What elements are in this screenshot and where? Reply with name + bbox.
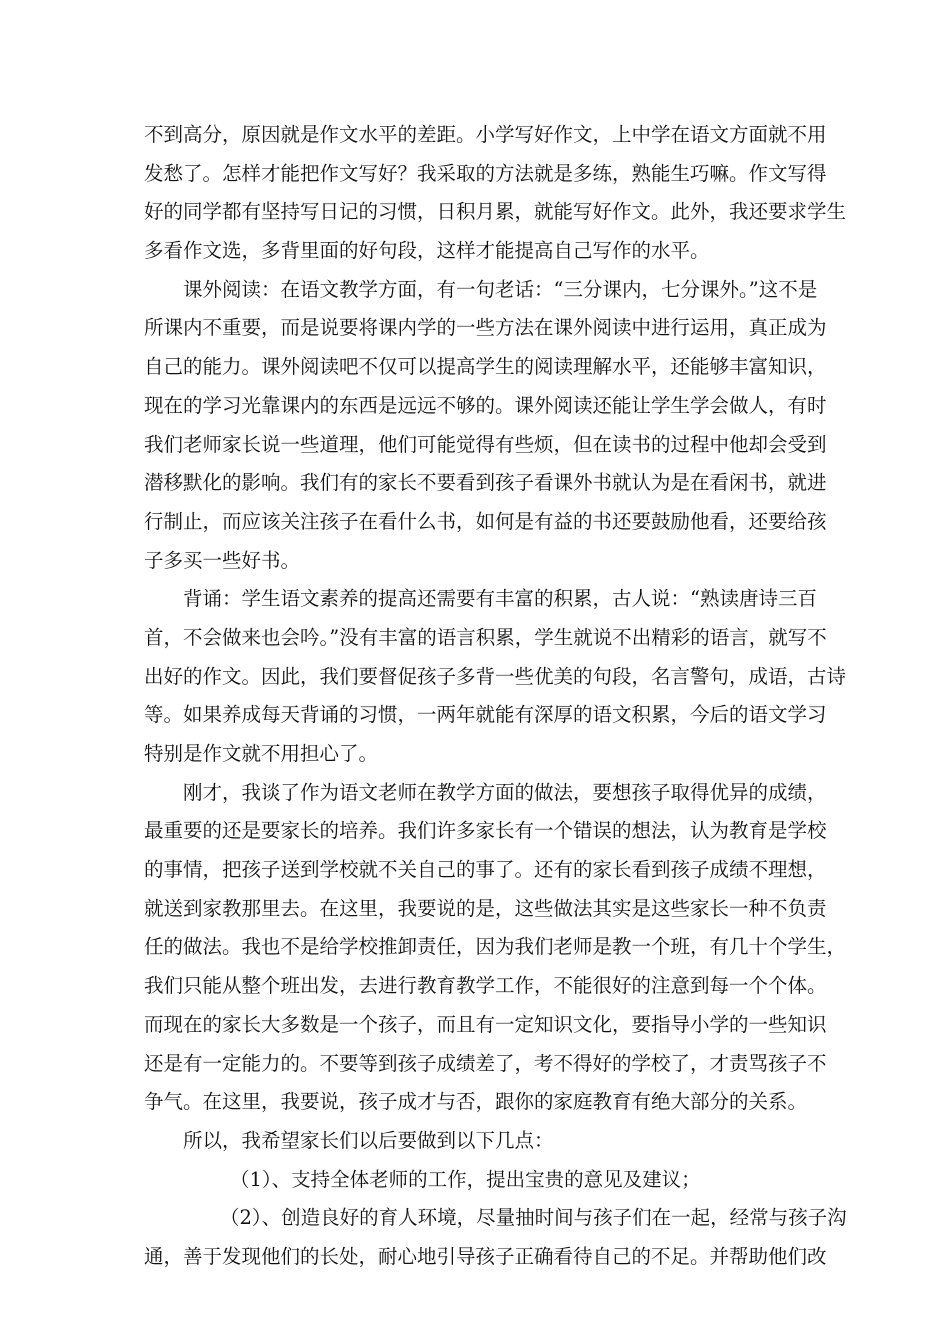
document-body bbox=[144, 116, 847, 1277]
text-line: 就送到家教那里去。在这里，我要说的是，这些做法其实是这些家长一种不负责 bbox=[144, 896, 827, 920]
text-line: 首，不会做来也会吟。”没有丰富的语言积累，学生就说不出精彩的语言，就写不 bbox=[144, 625, 827, 649]
paragraph-start-line: 背诵：学生语文素养的提高还需要有丰富的积累，古人说：“熟读唐诗三百 bbox=[183, 587, 817, 611]
list-item-1: （1）、支持全体老师的工作，提出宝贵的意见及建议； bbox=[230, 1167, 701, 1191]
text-line: 而现在的家长大多数是一个孩子，而且有一定知识文化，要指导小学的一些知识 bbox=[144, 1012, 827, 1036]
text-line: 最重要的还是要家长的培养。我们许多家长有一个错误的想法，认为教育是学校 bbox=[144, 819, 827, 843]
text-line: 发愁了。怎样才能把作文写好？我采取的方法就是多练，熟能生巧嘛。作文写得 bbox=[144, 161, 827, 185]
text-line: 通，善于发现他们的长处，耐心地引导孩子正确看待自己的不足。并帮助他们改 bbox=[144, 1244, 827, 1268]
text-line: 多看作文选，多背里面的好句段，这样才能提高自己写作的水平。 bbox=[144, 239, 710, 263]
text-line: 所课内不重要，而是说要将课内学的一些方法在课外阅读中进行运用，真正成为 bbox=[144, 316, 827, 340]
text-line: 自己的能力。课外阅读吧不仅可以提高学生的阅读理解水平，还能够丰富知识， bbox=[144, 355, 827, 379]
text-line: 行制止，而应该关注孩子在看什么书，如何是有益的书还要鼓励他看，还要给孩 bbox=[144, 509, 827, 533]
text-line: 潜移默化的影响。我们有的家长不要看到孩子看课外书就认为是在看闲书，就进 bbox=[144, 471, 827, 495]
text-line: 现在的学习光靠课内的东西是远远不够的。课外阅读还能让学生学会做人，有时 bbox=[144, 393, 827, 417]
text-line: 特别是作文就不用担心了。 bbox=[144, 742, 379, 765]
list-item-2: （2）、创造良好的育人环境，尽量抽时间与孩子们在一起，经常与孩子沟 bbox=[220, 1206, 847, 1230]
text-line: 子多买一些好书。 bbox=[144, 548, 301, 572]
text-line: 我们老师家长说一些道理，他们可能觉得有些烦，但在读书的过程中他却会受到 bbox=[144, 432, 827, 456]
text-line: 好的同学都有坚持写日记的习惯，日积月累，就能写好作文。此外，我还要求学生 bbox=[144, 200, 847, 224]
text-line: 不到高分，原因就是作文水平的差距。小学写好作文，上中学在语文方面就不用 bbox=[144, 123, 827, 146]
text-line: 等。如果养成每天背诵的习惯，一两年就能有深厚的语文积累，今后的语文学习 bbox=[144, 703, 827, 727]
text-line: 的事情，把孩子送到学校就不关自己的事了。还有的家长看到孩子成绩不理想， bbox=[144, 858, 827, 882]
text-line: 我们只能从整个班出发，去进行教育教学工作，不能很好的注意到每一个个体。 bbox=[144, 974, 827, 998]
text-line: 任的做法。我也不是给学校推卸责任，因为我们老师是教一个班，有几十个学生， bbox=[144, 935, 847, 959]
text-line: 还是有一定能力的。不要等到孩子成绩差了，考不得好的学校了，才责骂孩子不 bbox=[144, 1051, 827, 1075]
paragraph-start-line: 课外阅读：在语文教学方面，有一句老话：“三分课内，七分课外。”这不是 bbox=[183, 277, 818, 301]
paragraph-start-line: 所以，我希望家长们以后要做到以下几点： bbox=[183, 1128, 554, 1152]
text-line: 争气。在这里，我要说，孩子成才与否，跟你的家庭教育有绝大部分的关系。 bbox=[144, 1090, 808, 1114]
paragraph-start-line: 刚才，我谈了作为语文老师在教学方面的做法，要想孩子取得优异的成绩， bbox=[183, 780, 827, 804]
text-line: 出好的作文。因此，我们要督促孩子多背一些优美的句段，名言警句，成语，古诗 bbox=[144, 664, 847, 688]
